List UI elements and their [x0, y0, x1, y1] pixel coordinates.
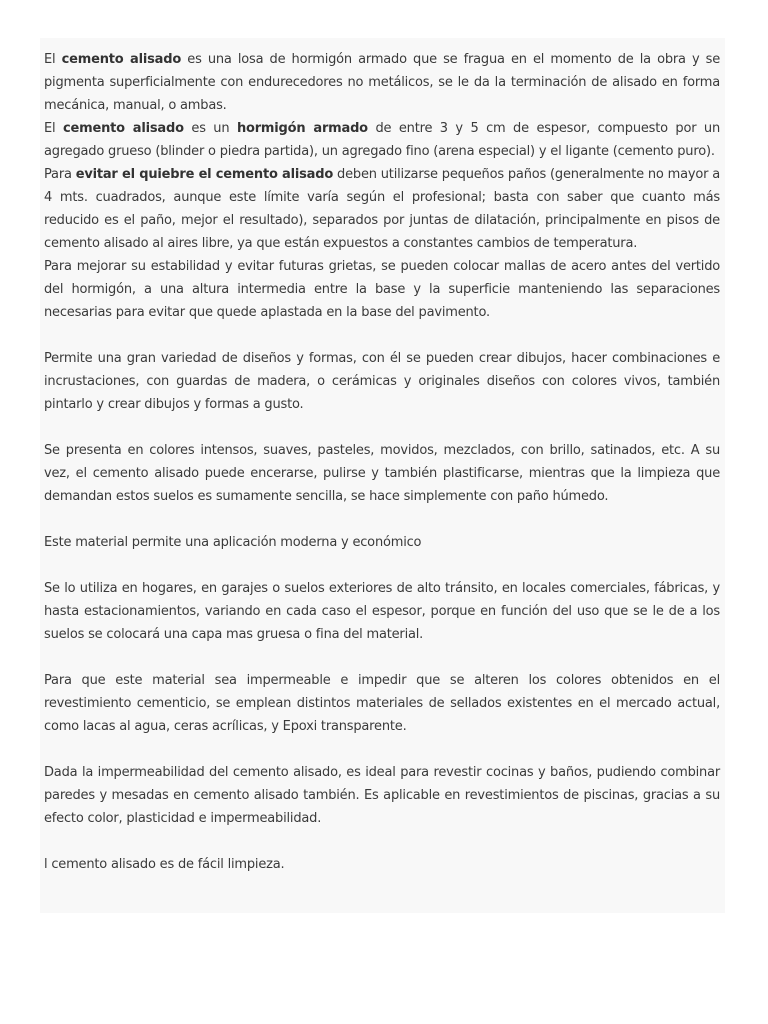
- paragraph: [44, 439, 720, 508]
- text-segment: es una losa de hormigón armado que se fragua en el momento de la obra y se pigmenta superficialmente con endurecedores no metálicos, se le da la terminación de alisado en forma mecánica, manual, o ambas.: [44, 52, 721, 113]
- paragraph-gap: [44, 508, 720, 531]
- text-segment: El: [44, 121, 63, 136]
- paragraph: [44, 255, 720, 324]
- paragraph-gap: [44, 646, 720, 669]
- paragraph-gap: [44, 738, 720, 761]
- bold-text: evitar el quiebre el cemento alisado: [75, 167, 334, 182]
- paragraph: [44, 761, 720, 830]
- text-segment: Para: [44, 167, 76, 182]
- paragraph-gap: [44, 416, 720, 439]
- text-segment: Se lo utiliza en hogares, en garajes o suelos exteriores de alto tránsito, en locales comerciales, fábricas, y hasta estacionamientos, variando en cada caso el espesor, porque en función del uso que se le de a los suelos se colocará una capa mas gruesa o fina del material.: [44, 581, 720, 642]
- text-segment: Dada la impermeabilidad del cemento alisado, es ideal para revestir cocinas y baños, pudiendo combinar paredes y mesadas en cemento alisado también. Es aplicable en revestimientos de piscinas, gracias a su efecto color, plasticidad e impermeabilidad.: [44, 765, 720, 826]
- paragraph-gap: [44, 554, 720, 577]
- bold-text: cemento alisado: [62, 121, 184, 136]
- paragraph: [44, 48, 720, 117]
- paragraph-gap: [44, 324, 720, 347]
- text-segment: El: [44, 52, 62, 67]
- document-page: [40, 38, 725, 913]
- paragraph: [44, 163, 720, 255]
- text-segment: deben utilizarse pequeños paños (generalmente no mayor a 4 mts. cuadrados, aunque este límite varía según el profesional; basta con saber que cuanto más reducido es el paño, mejor el resultado), separados por juntas de dilatación, principalmente en pisos de cemento alisado al aires libre, ya que están expuestos a constantes cambios de temperatura.: [44, 167, 720, 251]
- bold-text: cemento alisado: [61, 52, 182, 67]
- bold-text: hormigón armado: [236, 121, 368, 136]
- paragraph: [44, 531, 720, 554]
- text-segment: es un: [183, 121, 237, 136]
- text-segment: Permite una gran variedad de diseños y formas, con él se pueden crear dibujos, hacer combinaciones e incrustaciones, con guardas de madera, o cerámicas y originales diseños con colores vivos, también pintarlo y crear dibujos y formas a gusto.: [44, 351, 720, 412]
- document-body: [44, 48, 720, 876]
- text-segment: l cemento alisado es de fácil limpieza.: [44, 857, 285, 872]
- text-segment: Se presenta en colores intensos, suaves, pasteles, movidos, mezclados, con brillo, satinados, etc. A su vez, el cemento alisado puede encerarse, pulirse y también plastificarse, mientras que la limpieza que demandan estos suelos es sumamente sencilla, se hace simplemente con paño húmedo.: [44, 443, 720, 504]
- text-segment: Para que este material sea impermeable e impedir que se alteren los colores obtenidos en el revestimiento cementicio, se emplean distintos materiales de sellados existentes en el mercado actual, como lacas al agua, ceras acrílicas, y Epoxi transparente.: [44, 673, 720, 734]
- paragraph: [44, 669, 720, 738]
- text-segment: Para mejorar su estabilidad y evitar futuras grietas, se pueden colocar mallas de acero antes del vertido del hormigón, a una altura intermedia entre la base y la superficie manteniendo las separaciones necesarias para evitar que quede aplastada en la base del pavimento.: [44, 259, 720, 320]
- text-segment: de entre 3 y 5 cm de espesor, compuesto por un agregado grueso (blinder o piedra partida), un agregado fino (arena especial) y el ligante (cemento puro).: [44, 121, 721, 159]
- paragraph: [44, 117, 720, 163]
- paragraph: [44, 853, 720, 876]
- paragraph: [44, 577, 720, 646]
- paragraph: [44, 347, 720, 416]
- paragraph-gap: [44, 830, 720, 853]
- text-segment: Este material permite una aplicación moderna y económico: [44, 535, 422, 550]
